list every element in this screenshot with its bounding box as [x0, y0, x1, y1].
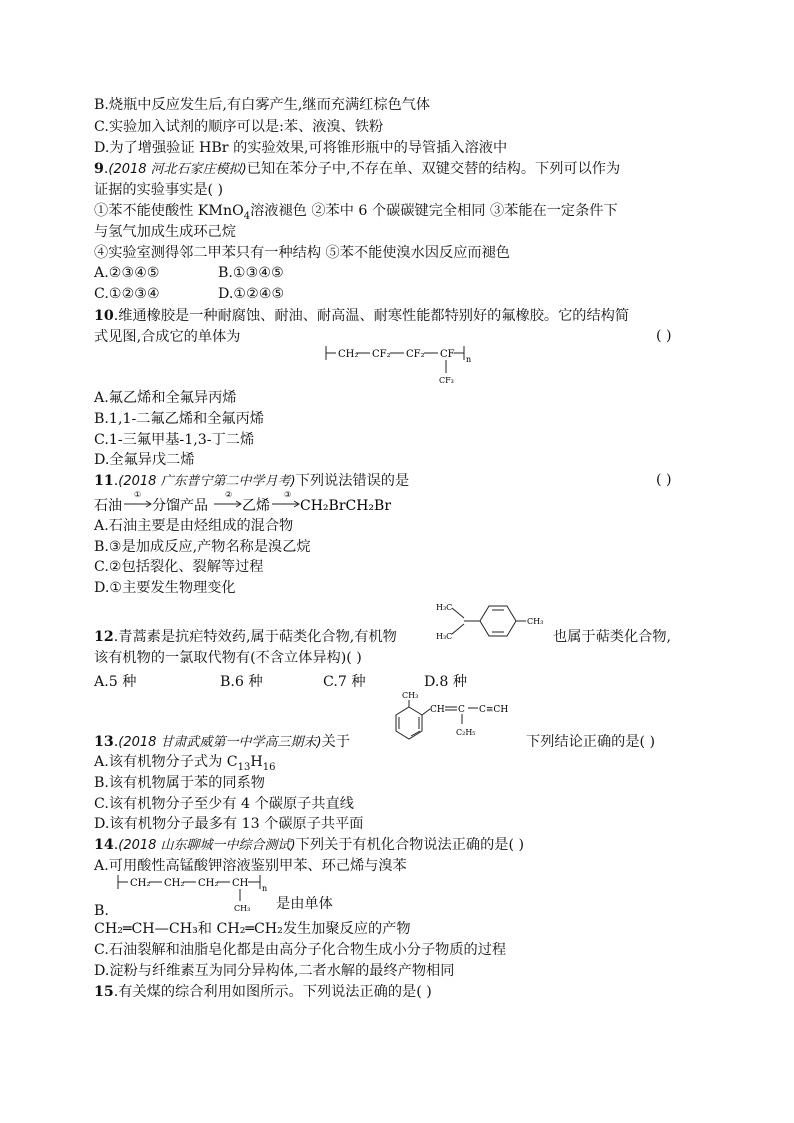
q11-source: (2018 广东普宁第二中学月考) — [118, 474, 296, 489]
q9-stem-text: 已知在苯分子中,不存在单、双键交替的结构。下列可以作为 — [246, 161, 621, 177]
q12-option-d: D.8 种 — [424, 674, 468, 690]
q14-unit-ch2-a: CH₂ — [130, 878, 151, 889]
q10-subscript-n: n — [466, 355, 472, 364]
q9-statement-line2: 与氢气加成生成环己烷 — [94, 224, 236, 240]
q14-stem: 14.(2018 山东聊城一中综合测试)下列关于有机化合物说法正确的是( ) — [94, 837, 525, 853]
q11-option-c: C.②包括裂化、裂解等过程 — [94, 559, 264, 575]
q12-molecule — [434, 598, 552, 644]
q11-reaction-chain — [94, 488, 394, 516]
q11-fraction-products: 分馏产品 — [152, 498, 208, 514]
q9-source: (2018 河北石家庄模拟) — [108, 162, 247, 177]
q12-stem-line2: 该有机物的一氯取代物有(不含立体异构)( ) — [94, 650, 362, 666]
q9-option-a: A.②③④⑤ — [94, 265, 160, 281]
q14-option-c: C.石油裂解和油脂皂化都是由高分子化合物生成小分子物质的过程 — [94, 942, 507, 958]
q11-step-1: ① — [134, 490, 142, 499]
q10-option-c: C.1-三氟甲基-1,3-丁二烯 — [94, 432, 255, 448]
q10-stem-line1: 10.维通橡胶是一种耐腐蚀、耐油、耐高温、耐寒性能都特别好的氟橡胶。它的结构简 — [94, 308, 630, 324]
q13-option-b: B.该有机物属于苯的同系物 — [94, 775, 265, 791]
q10-polymer-structure — [322, 342, 482, 388]
q14-unit-ch: CH — [232, 878, 249, 889]
q10-option-d: D.全氟异戊二烯 — [94, 452, 195, 468]
q14-option-b-line2: CH₂═CH—CH₃和 CH₂═CH₂发生加聚反应的产物 — [94, 921, 411, 937]
q14-option-b-tail: 是由单体 — [276, 896, 333, 912]
q12-option-b: B.6 种 — [220, 674, 263, 690]
q11-petroleum: 石油 — [94, 498, 122, 514]
q9-statement-line3: ④实验室测得邻二甲苯只有一种结构 ⑤苯不能使溴水因反应而褪色 — [94, 245, 510, 261]
q12-ch3-right: CH₃ — [527, 617, 544, 626]
q11-option-b: B.③是加成反应,产物名称是溴乙烷 — [94, 539, 311, 555]
q10-option-b: B.1,1-二氟乙烯和全氟丙烯 — [94, 411, 264, 427]
q13-option-a: A.该有机物分子式为 $C_{13}H_{16}$ — [94, 754, 276, 773]
q13-option-c: C.该有机物分子至少有 4 个碳原子共直线 — [94, 796, 354, 812]
q13-number: 13 — [94, 734, 114, 750]
q13-ch3: CH₃ — [402, 691, 419, 700]
q13-c2h5: C₂H₅ — [456, 728, 476, 737]
q11-option-a: A.石油主要是由烃组成的混合物 — [94, 518, 294, 534]
q11-step-2: ② — [225, 490, 233, 499]
q13-c: C — [458, 705, 465, 715]
q11-answer-paren: ( ) — [656, 472, 672, 488]
q8-option-b: B.烧瓶中反应发生后,有白雾产生,继而充满红棕色气体 — [94, 97, 431, 113]
q13-option-d: D.该有机物分子最多有 13 个碳原子共平面 — [94, 816, 364, 832]
q13-ch: CH — [430, 705, 445, 715]
q10-number: 10 — [94, 308, 114, 324]
q10-unit-cf: CF — [440, 349, 455, 360]
q10-unit-cf2-b: CF₂ — [406, 349, 425, 360]
q8-option-c: C.实验加入试剂的顺序可以是:苯、液溴、铁粉 — [94, 119, 384, 135]
q10-stem-line2: 式见图,合成它的单体为 — [94, 329, 241, 345]
q10-unit-cf3: CF₃ — [439, 376, 454, 385]
q13-molecule — [390, 688, 530, 750]
q9-option-b: B.①③④⑤ — [218, 265, 284, 281]
q13-stem: 13.(2018 甘肃武威第一中学高三期末)关于 — [94, 734, 351, 750]
q11-number: 11 — [94, 473, 114, 489]
q9-statement-line1: ①苯不能使酸性 KMnO$_4$溶液褪色 ②苯中 6 个碳碳键完全相同 ③苯能在一定条件下 — [94, 203, 618, 222]
q13-source: (2018 甘肃武威第一中学高三期末) — [118, 735, 322, 750]
q13-stem-tail: 下列结论正确的是( ) — [526, 734, 656, 750]
q14-option-d: D.淀粉与纤维素互为同分异构体,二者水解的最终产物相同 — [94, 963, 455, 979]
q10-unit-ch2: CH₂ — [338, 349, 359, 360]
q14-unit-ch2-c: CH₂ — [198, 878, 219, 889]
q12-h3c-bottom: H₃C — [436, 632, 453, 641]
q11-stem: 11.(2018 广东普宁第二中学月考)下列说法错误的是 — [94, 473, 410, 489]
q11-dibromoethane: CH₂BrCH₂Br — [300, 498, 392, 514]
q9-option-c: C.①②③④ — [94, 286, 160, 302]
q14-subscript-n: n — [262, 884, 268, 893]
q9-stem-line2: 证据的实验事实是( ) — [94, 182, 224, 198]
q11-step-3: ③ — [284, 490, 292, 499]
q14-source: (2018 山东聊城一中综合测试) — [118, 838, 296, 853]
q12-option-c: C.7 种 — [323, 674, 366, 690]
q10-option-a: A.氟乙烯和全氟异丙烯 — [94, 390, 237, 406]
q9-number: 9 — [94, 161, 104, 177]
q14-number: 14 — [94, 837, 114, 853]
q14-polymer-structure — [114, 872, 274, 916]
q11-ethylene: 乙烯 — [242, 498, 270, 514]
q14-unit-ch2-b: CH₂ — [164, 878, 185, 889]
q14-option-b-label: B. — [94, 903, 109, 919]
q8-option-d: D.为了增强验证 HBr 的实验效果,可将锥形瓶中的导管插入溶液中 — [94, 140, 508, 156]
q14-unit-ch3: CH₃ — [234, 904, 251, 913]
q12-h3c-top: H₃C — [436, 603, 453, 612]
q15-number: 15 — [94, 984, 114, 1000]
q13-cch: C≡CH — [479, 705, 509, 715]
q12-stem-line1: 12.青蒿素是抗疟特效药,属于萜类化合物,有机物 — [94, 629, 397, 645]
q11-option-d: D.①主要发生物理变化 — [94, 580, 236, 596]
q12-option-a: A.5 种 — [94, 674, 137, 690]
q15-stem: 15.有关煤的综合利用如图所示。下列说法正确的是( ) — [94, 984, 432, 1000]
q10-answer-paren: ( ) — [656, 328, 672, 344]
q9-stem-line1: 9.(2018 河北石家庄模拟)已知在苯分子中,不存在单、双键交替的结构。下列可以作为 — [94, 161, 621, 177]
q14-option-a: A.可用酸性高锰酸钾溶液鉴别甲苯、环己烯与溴苯 — [94, 858, 407, 874]
q9-option-d: D.①②④⑤ — [218, 286, 285, 302]
q12-number: 12 — [94, 629, 114, 645]
q10-unit-cf2-a: CF₂ — [372, 349, 391, 360]
q12-stem-line1b: 也属于萜类化合物, — [553, 629, 672, 645]
